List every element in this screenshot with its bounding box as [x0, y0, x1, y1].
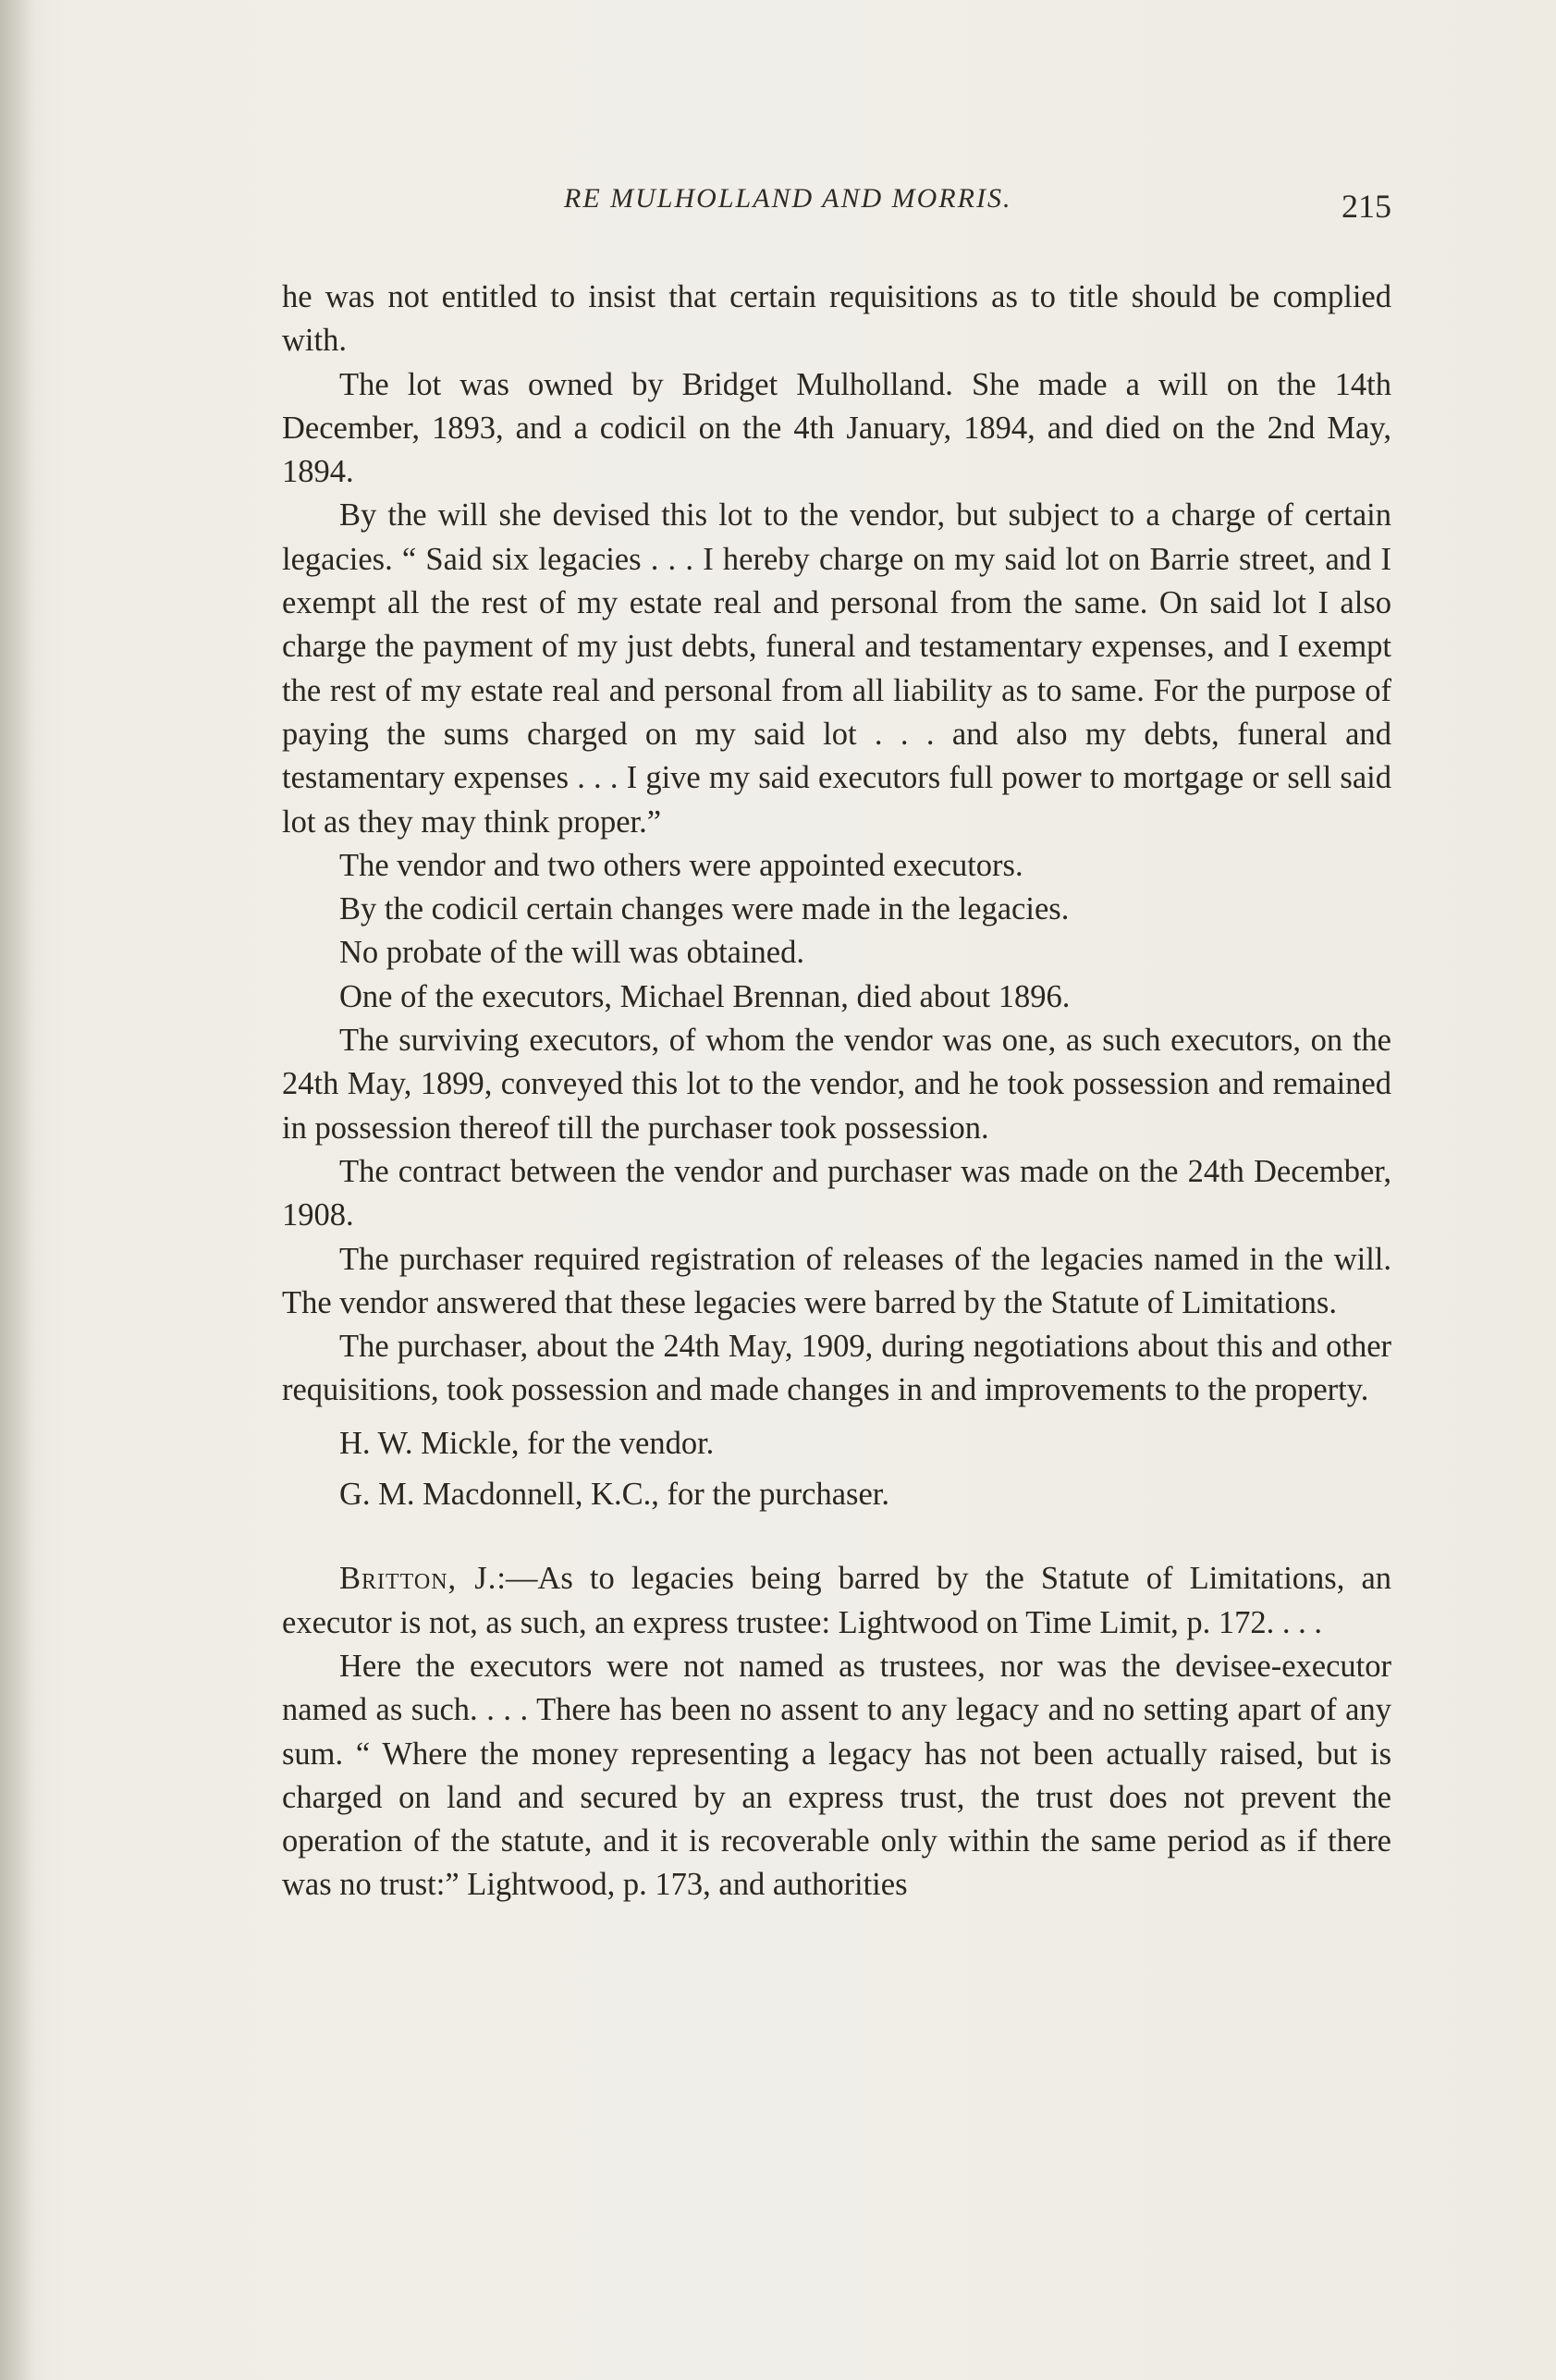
paragraph: By the codicil certain changes were made in the legacies.	[339, 891, 1070, 927]
paragraph: The vendor and two others were appointed executors.	[339, 847, 1023, 883]
gutter-shadow	[0, 0, 37, 2380]
judge-name: Britton, J.	[339, 1561, 497, 1597]
judgment-paragraph: Here the executors were not named as trustees, nor was the devisee-executor named as such. . . . There has been no assent to any legacy and no setting apart of any sum. “ Where the money representing a legacy has not been actually raised, but is charged on land and secured by an express trust, the trust does not prevent the operation of the statute, and it is recoverable only within the same period as if there was no trust:” Lightwood, p. 173, and authorities	[282, 1648, 1391, 1903]
paragraph: The surviving executors, of whom the vendor was one, as such executors, on the 24th May, 1899, conveyed this lot to the vendor, and he took possession and remained in possession thereof till the purchaser took possession.	[282, 1023, 1391, 1146]
judgment	[282, 1557, 1391, 1907]
paragraph: No probate of the will was obtained.	[339, 935, 804, 971]
paragraph: The purchaser, about the 24th May, 1909, during negotiations about this and other requisitions, took possession and made changes in and improvements to the property.	[282, 1329, 1391, 1408]
counsel-line: H. W. Mickle, for the vendor.	[339, 1425, 715, 1461]
page-number: 215	[1342, 188, 1391, 225]
paragraph: he was not entitled to insist that certain requisitions as to title should be complied with.	[282, 279, 1391, 359]
paragraph: One of the executors, Michael Brennan, died about 1896.	[339, 978, 1071, 1014]
counsel-list	[282, 1422, 1391, 1517]
paragraph: The lot was owned by Bridget Mulholland. She made a will on the 14th December, 1893, and a codicil on the 4th January, 1894, and died on the 2nd May, 1894.	[282, 366, 1391, 490]
counsel-line: G. M. Macdonnell, K.C., for the purchaser.	[339, 1477, 889, 1513]
paragraph: By the will she devised this lot to the vendor, but subject to a charge of certain legacies. “ Said six legacies . . . I hereby charge on my said lot on Barrie street, and I exempt all the rest of my estate real and personal from the same. On said lot I also charge the payment of my just debts, funeral and testamentary expenses, and I exempt the rest of my estate real and personal from all liability as to same. For the purpose of paying the sums charged on my said lot . . . and also my debts, funeral and testamentary expenses . . . I give my said executors full power to mortgage or sell said lot as they may think proper.”	[282, 497, 1391, 840]
body-text	[282, 276, 1391, 1908]
paragraph: The contract between the vendor and purchaser was made on the 24th December, 1908.	[282, 1153, 1391, 1233]
judgment-paragraph	[282, 1557, 1391, 1645]
paragraph: The purchaser required registration of releases of the legacies named in the will. The vendor answered that these legacies were barred by the Statute of Limitations.	[282, 1241, 1391, 1320]
running-head: RE MULHOLLAND AND MORRIS.	[564, 183, 1012, 214]
judgment-text: :—As to legacies being barred by the Statute of Limitations, an executor is not, as such, an express trustee: Lightwood on Time Limit, p. 172. . . .	[282, 1561, 1392, 1640]
page-header	[277, 183, 1391, 239]
